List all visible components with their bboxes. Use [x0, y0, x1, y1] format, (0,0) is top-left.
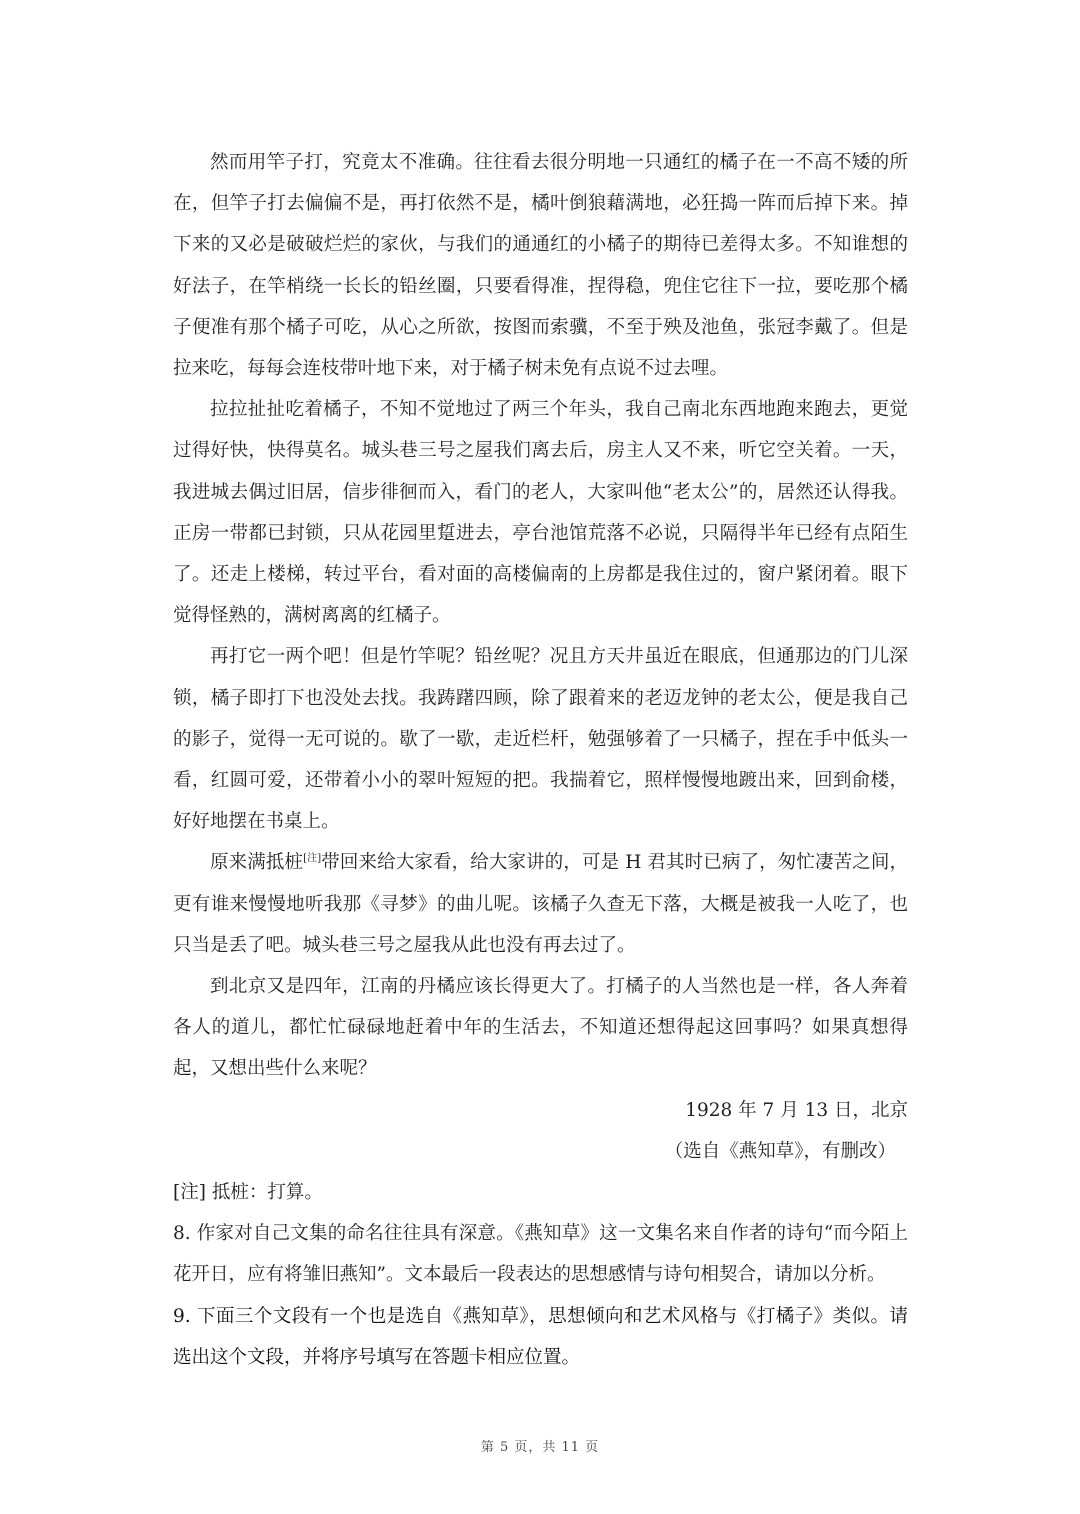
- paragraph-4: [173, 842, 908, 966]
- footnote: [注] 抵桩：打算。: [173, 1182, 323, 1204]
- page-number: 第 5 页，共 11 页: [480, 1440, 600, 1455]
- paragraph-4-rest: 带回来给大家看，给大家讲的，可是 H 君其时已病了，匆忙凄苦之间，更有谁来慢慢地听我那《寻梦》的曲儿呢。该橘子久查无下落，大概是被我一人吃了，也只当是丢了吧。城头巷三号之屋我从此也没有再去过了。: [173, 852, 908, 956]
- date-place: 1928 年 7 月 13 日，北京: [685, 1099, 908, 1121]
- question-8: 8. 作家对自己文集的命名往往具有深意。《燕知草》这一文集名来自作者的诗句“而今陌上花开日，应有将雏旧燕知”。文本最后一段表达的思想感情与诗句相契合，请加以分析。: [173, 1223, 908, 1286]
- paragraph-4-start: 原来满抵桩: [210, 852, 304, 874]
- paragraph-2: 拉拉扯扯吃着橘子，不知不觉地过了两三个年头，我自己南北东西地跑来跑去，更觉过得好快，快得莫名。城头巷三号之屋我们离去后，房主人又不来，听它空关着。一天，我进城去偶过旧居，信步徘徊而入，看门的老人，大家叫他“老太公”的，居然还认得我。正房一带都已封锁，只从花园里踅进去，亭台池馆荒落不必说，只隔得半年已经有点陌生了。还走上楼梯，转过平台，看对面的高楼偏南的上房都是我住过的，窗户紧闭着。眼下觉得怪熟的，满树离离的红橘子。: [173, 399, 908, 627]
- paragraph-3: 再打它一两个吧！但是竹竿呢？铅丝呢？况且方天井虽近在眼底，但通那边的门儿深锁，橘子即打下也没处去找。我踌躇四顾，除了跟着来的老迈龙钟的老太公，便是我自己的影子，觉得一无可说的。歇了一歇，走近栏杆，勉强够着了一只橘子，捏在手中低头一看，红圆可爱，还带着小小的翠叶短短的把。我揣着它，照样慢慢地踱出来，回到俞楼，好好地摆在书桌上。: [173, 646, 908, 833]
- question-9: 9. 下面三个文段有一个也是选自《燕知草》，思想倾向和艺术风格与《打橘子》类似。请选出这个文段，并将序号填写在答题卡相应位置。: [173, 1305, 908, 1368]
- paragraph-1: 然而用竿子打，究竟太不准确。往往看去很分明地一只通红的橘子在一不高不矮的所在，但竿子打去偏偏不是，再打依然不是，橘叶倒狼藉满地，必狂捣一阵而后掉下来。掉下来的又必是破破烂烂的家伙，与我们的通通红的小橘子的期待已差得太多。不知谁想的好法子，在竿梢绕一长长的铅丝圈，只要看得准，捏得稳，兜住它往下一拉，要吃那个橘子便准有那个橘子可吃，从心之所欲，按图而索骥，不至于殃及池鱼，张冠李戴了。但是拉来吃，每每会连枝带叶地下来，对于橘子树未免有点说不过去哩。: [173, 152, 908, 380]
- article-body: [173, 142, 908, 1378]
- source-note: （选自《燕知草》，有删改）: [664, 1140, 896, 1162]
- paragraph-5: 到北京又是四年，江南的丹橘应该长得更大了。打橘子的人当然也是一样，各人奔着各人的道儿，都忙忙碌碌地赶着中年的生活去，不知道还想得起这回事吗？如果真想得起，又想出些什么来呢？: [173, 976, 908, 1080]
- footnote-marker: [注]: [303, 853, 322, 865]
